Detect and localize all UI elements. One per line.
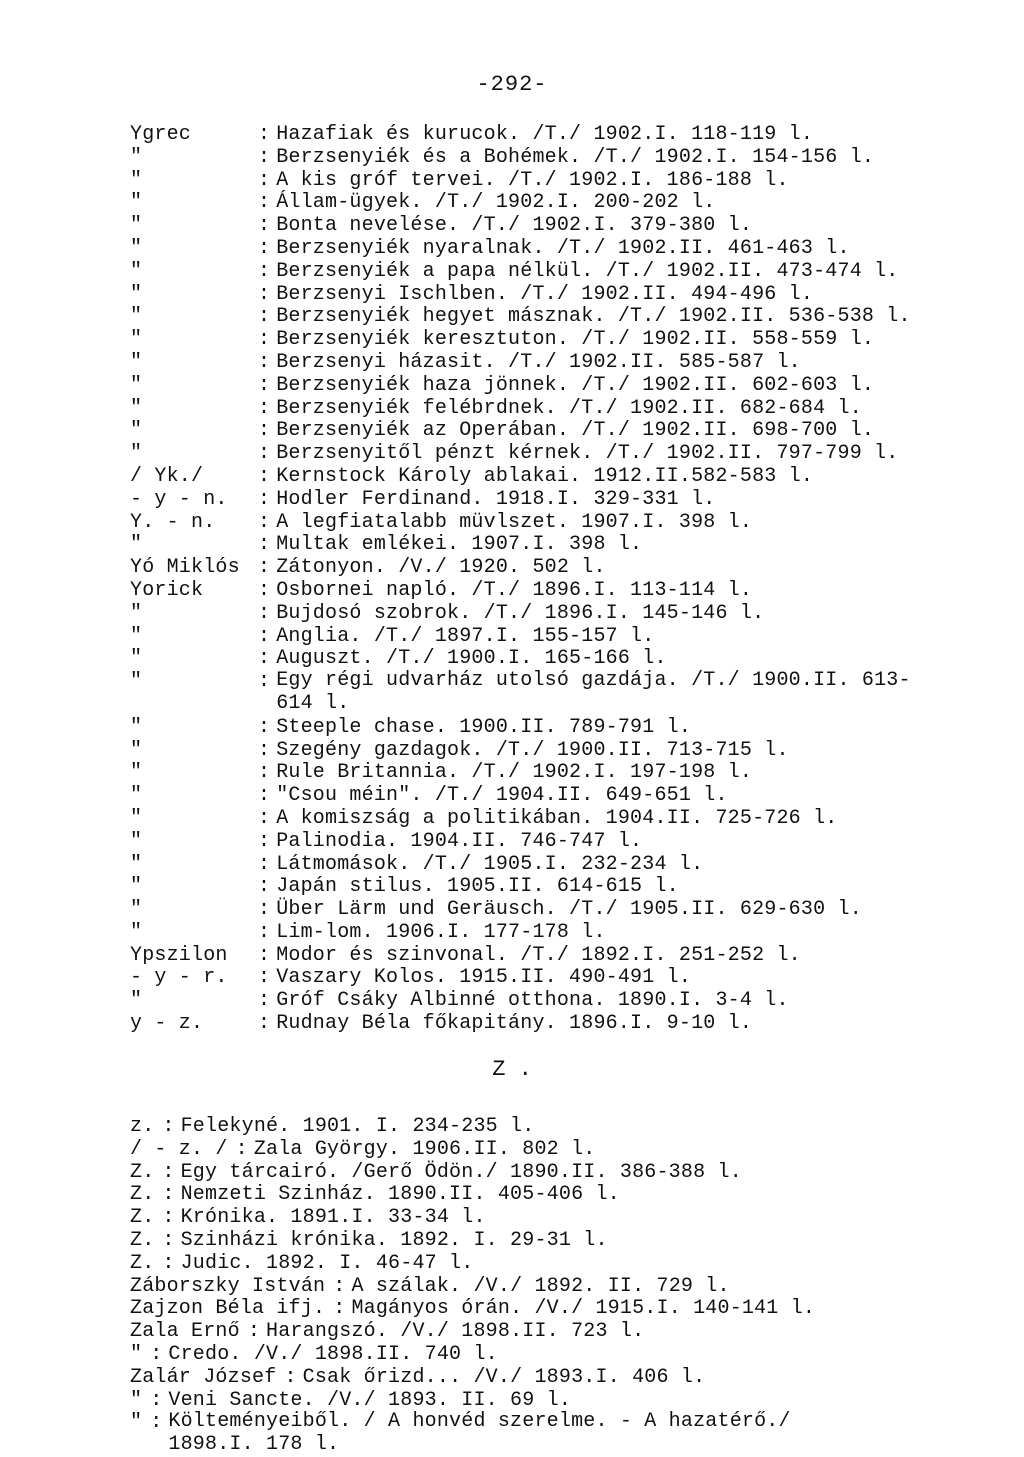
- entry-author: ": [130, 168, 143, 192]
- entry-separator: :: [258, 715, 271, 739]
- entry-separator: :: [333, 1297, 346, 1321]
- entry-separator: :: [258, 419, 271, 443]
- z-entry: [130, 1320, 930, 1343]
- entry-separator: :: [258, 464, 271, 488]
- entry-author: ": [130, 1342, 143, 1366]
- z-entry: [130, 1389, 930, 1412]
- y-entry: [130, 966, 930, 989]
- entry-author: ": [130, 1388, 143, 1412]
- entry-separator: :: [258, 761, 271, 785]
- entry-author: Z.: [130, 1183, 155, 1207]
- entry-separator: :: [258, 214, 271, 238]
- entry-author: ": [130, 191, 143, 215]
- entry-text: Felekyné. 1901. I. 234-235 l.: [180, 1115, 535, 1138]
- entry-author: Y. - n.: [130, 510, 216, 534]
- entry-text: Kernstock Károly ablakai. 1912.II.582-583 l.: [276, 464, 814, 488]
- y-entry: [130, 351, 930, 374]
- entry-author: / - z. /: [130, 1137, 228, 1161]
- entry-text: Veni Sancte. /V./ 1893. II. 69 l.: [168, 1388, 572, 1412]
- entry-separator: :: [258, 806, 271, 830]
- entry-author: Ypszilon: [130, 943, 228, 967]
- entry-author: ": [130, 305, 143, 329]
- z-entry: [130, 1275, 930, 1298]
- y-entry: [130, 419, 930, 442]
- entry-separator: :: [258, 282, 271, 306]
- z-entry: [130, 1252, 930, 1275]
- entry-text: Költeményeiből. / A honvéd szerelme. - A hazatérő./ 1898.I. 178 l.: [168, 1410, 791, 1457]
- entry-author: Z.: [130, 1206, 155, 1230]
- y-entry: [130, 556, 930, 579]
- entry-text: Berzsenyiék és a Bohémek. /T./ 1902.I. 154-156 l.: [276, 145, 875, 169]
- entry-separator: :: [258, 829, 271, 853]
- entry-separator: :: [258, 578, 271, 602]
- entry-separator: :: [258, 1012, 271, 1036]
- entry-separator: :: [258, 852, 271, 876]
- entry-author: ": [130, 647, 143, 671]
- entry-separator: :: [258, 670, 271, 694]
- entry-separator: :: [258, 533, 271, 557]
- entry-separator: :: [258, 784, 271, 808]
- entry-author: ": [130, 875, 143, 899]
- entry-text: Anglia. /T./ 1897.I. 155-157 l.: [276, 624, 655, 648]
- entry-author: Yorick: [130, 578, 204, 602]
- entry-separator: :: [284, 1365, 297, 1389]
- entry-text: Über Lärm und Geräusch. /T./ 1905.II. 629-630 l.: [276, 898, 862, 922]
- entry-author: ": [130, 419, 143, 443]
- entry-separator: :: [333, 1274, 346, 1298]
- entry-separator: :: [258, 350, 271, 374]
- entry-separator: :: [258, 601, 271, 625]
- entry-separator: :: [258, 738, 271, 762]
- y-entry: [130, 305, 930, 328]
- entry-separator: :: [162, 1160, 175, 1184]
- entry-text: Egy tárcairó. /Gerő Ödön./ 1890.II. 386-388 l.: [180, 1160, 742, 1184]
- y-entry: [130, 670, 930, 716]
- entry-author: ": [130, 328, 143, 352]
- entry-separator: :: [258, 487, 271, 511]
- entry-separator: :: [258, 510, 271, 534]
- entry-text: Zátonyon. /V./ 1920. 502 l.: [276, 556, 606, 580]
- entry-text: Rule Britannia. /T./ 1902.I. 197-198 l.: [276, 761, 753, 785]
- y-entry: [130, 465, 930, 488]
- entry-separator: :: [258, 305, 271, 329]
- entry-text: Berzsenyiék hegyet másznak. /T./ 1902.II. 536-538 l.: [276, 305, 911, 329]
- entry-author: ": [130, 601, 143, 625]
- entry-author: ": [130, 898, 143, 922]
- entry-text: Berzsenyitől pénzt kérnek. /T./ 1902.II. 797-799 l.: [276, 442, 899, 466]
- entry-author: ": [130, 145, 143, 169]
- entry-separator: :: [162, 1115, 175, 1138]
- entry-text: Berzsenyiék az Operában. /T./ 1902.II. 698-700 l.: [276, 419, 875, 443]
- entry-separator: :: [258, 396, 271, 420]
- entry-author: Zala Ernő: [130, 1320, 240, 1344]
- entry-author: ": [130, 784, 143, 808]
- entry-text: Berzsenyi Ischlben. /T./ 1902.II. 494-496 l.: [276, 282, 814, 306]
- entry-author: ": [130, 852, 143, 876]
- entry-text: Gróf Csáky Albinné otthona. 1890.I. 3-4 l.: [276, 989, 789, 1013]
- entry-separator: :: [258, 191, 271, 215]
- entry-text: Berzsenyiék felébrdnek. /T./ 1902.II. 682-684 l.: [276, 396, 862, 420]
- y-entry: [130, 647, 930, 670]
- entry-separator: :: [258, 259, 271, 283]
- y-entry: [130, 579, 930, 602]
- entry-separator: :: [258, 328, 271, 352]
- entry-separator: :: [258, 442, 271, 466]
- z-entry: [130, 1297, 930, 1320]
- entry-author: Z.: [130, 1251, 155, 1275]
- y-entry: [130, 602, 930, 625]
- entry-author: / Yk./: [130, 464, 204, 488]
- entry-separator: :: [258, 373, 271, 397]
- entry-separator: :: [258, 556, 271, 580]
- entry-text: A komiszság a politikában. 1904.II. 725-726 l.: [276, 806, 838, 830]
- entry-author: Z.: [130, 1228, 155, 1252]
- entry-separator: :: [162, 1206, 175, 1230]
- entry-text: Rudnay Béla főkapitány. 1896.I. 9-10 l.: [276, 1012, 753, 1036]
- entry-text: Látmomások. /T./ 1905.I. 232-234 l.: [276, 852, 704, 876]
- entry-text: Berzsenyiék keresztuton. /T./ 1902.II. 558-559 l.: [276, 328, 875, 352]
- z-entry: [130, 1411, 930, 1457]
- entry-author: z.: [130, 1115, 155, 1138]
- z-entry: [130, 1343, 930, 1366]
- y-entry: [130, 283, 930, 306]
- entry-author: ": [130, 715, 143, 739]
- entry-author: - y - r.: [130, 966, 228, 990]
- entry-separator: :: [150, 1388, 163, 1412]
- entry-text: Állam-ügyek. /T./ 1902.I. 200-202 l.: [276, 191, 716, 215]
- entry-separator: :: [258, 168, 271, 192]
- y-entry: [130, 237, 930, 260]
- entry-author: ": [130, 829, 143, 853]
- entry-author: Yó Miklós: [130, 556, 240, 580]
- entry-text: A legfiatalabb müvlszet. 1907.I. 398 l.: [276, 510, 753, 534]
- entry-text: Harangszó. /V./ 1898.II. 723 l.: [266, 1320, 645, 1344]
- entry-text: Zala György. 1906.II. 802 l.: [253, 1137, 596, 1161]
- entry-text: Palinodia. 1904.II. 746-747 l.: [276, 829, 643, 853]
- entry-separator: :: [235, 1137, 248, 1161]
- entry-text: Egy régi udvarház utolsó gazdája. /T./ 1900.II. 613-614 l.: [276, 669, 911, 715]
- y-entry: [130, 898, 930, 921]
- y-entry: [130, 533, 930, 556]
- entry-text: Multak emlékei. 1907.I. 398 l.: [276, 533, 643, 557]
- y-entry: [130, 260, 930, 283]
- y-entry: [130, 830, 930, 853]
- entry-separator: :: [150, 1342, 163, 1366]
- y-entry: [130, 739, 930, 762]
- entry-author: ": [130, 373, 143, 397]
- y-entry: [130, 191, 930, 214]
- entry-author: ": [130, 259, 143, 283]
- y-entry: [130, 1012, 930, 1035]
- y-entry: [130, 328, 930, 351]
- y-entry: [130, 374, 930, 397]
- entry-author: Zalár József: [130, 1365, 277, 1389]
- entry-separator: :: [258, 875, 271, 899]
- entry-author: ": [130, 989, 143, 1013]
- y-entry: [130, 784, 930, 807]
- y-entry: [130, 442, 930, 465]
- entry-text: Bujdosó szobrok. /T./ 1896.I. 145-146 l.: [276, 601, 765, 625]
- entry-author: ": [130, 624, 143, 648]
- entry-text: Csak őrizd... /V./ 1893.I. 406 l.: [302, 1365, 706, 1389]
- entry-separator: :: [258, 145, 271, 169]
- entry-author: ": [130, 236, 143, 260]
- z-entry: [130, 1206, 930, 1229]
- entry-author: y - z.: [130, 1012, 204, 1036]
- y-entry: [130, 853, 930, 876]
- entry-text: Nemzeti Szinház. 1890.II. 405-406 l.: [180, 1183, 620, 1207]
- entry-separator: :: [258, 624, 271, 648]
- y-entry: [130, 807, 930, 830]
- entry-separator: :: [150, 1411, 163, 1435]
- entry-author: Zajzon Béla ifj.: [130, 1297, 326, 1321]
- page-number: -292-: [476, 72, 548, 97]
- entry-text: Steeple chase. 1900.II. 789-791 l.: [276, 715, 692, 739]
- y-entry: [130, 511, 930, 534]
- z-entry: [130, 1366, 930, 1389]
- entry-author: ": [130, 1411, 143, 1435]
- entry-text: Szinházi krónika. 1892. I. 29-31 l.: [180, 1228, 608, 1252]
- entry-author: ": [130, 670, 143, 694]
- entry-separator: :: [258, 898, 271, 922]
- entry-separator: :: [258, 920, 271, 944]
- entry-separator: :: [258, 647, 271, 671]
- entry-author: Ygrec: [130, 123, 192, 146]
- entry-separator: :: [162, 1228, 175, 1252]
- entry-author: ": [130, 920, 143, 944]
- entry-separator: :: [247, 1320, 261, 1344]
- entry-text: Szegény gazdagok. /T./ 1900.II. 713-715 l.: [276, 738, 789, 762]
- entry-text: A szálak. /V./ 1892. II. 729 l.: [351, 1274, 730, 1298]
- entry-separator: :: [258, 943, 271, 967]
- y-entry: [130, 146, 930, 169]
- entry-separator: :: [162, 1251, 175, 1275]
- entry-author: ": [130, 214, 143, 238]
- entry-text: Osbornei napló. /T./ 1896.I. 113-114 l.: [276, 578, 753, 602]
- entries-z-section: [130, 1115, 930, 1457]
- y-entry: [130, 169, 930, 192]
- z-entry: [130, 1138, 930, 1161]
- y-entry: [130, 625, 930, 648]
- z-entry: [130, 1229, 930, 1252]
- entry-text: Hazafiak és kurucok. /T./ 1902.I. 118-119 l.: [276, 123, 814, 146]
- entries-y-section: [130, 123, 930, 1035]
- entry-text: Hodler Ferdinand. 1918.I. 329-331 l.: [276, 487, 716, 511]
- entry-author: ": [130, 533, 143, 557]
- entry-author: Záborszky István: [130, 1274, 326, 1298]
- entry-separator: :: [258, 236, 271, 260]
- entry-text: Bonta nevelése. /T./ 1902.I. 379-380 l.: [276, 214, 753, 238]
- entry-text: Berzsenyi házasit. /T./ 1902.II. 585-587 l.: [276, 350, 801, 374]
- y-entry: [130, 488, 930, 511]
- entry-author: Z.: [130, 1160, 155, 1184]
- entry-text: Credo. /V./ 1898.II. 740 l.: [168, 1342, 498, 1366]
- entry-text: A kis gróf tervei. /T./ 1902.I. 186-188 l.: [276, 168, 789, 192]
- entry-text: Berzsenyiék nyaralnak. /T./ 1902.II. 461-463 l.: [276, 236, 850, 260]
- entry-author: ": [130, 738, 143, 762]
- entry-text: Lim-lom. 1906.I. 177-178 l.: [276, 920, 606, 944]
- entry-text: Magányos órán. /V./ 1915.I. 140-141 l.: [351, 1297, 816, 1321]
- entry-separator: :: [162, 1183, 175, 1207]
- y-entry: [130, 944, 930, 967]
- entry-author: ": [130, 396, 143, 420]
- y-entry: [130, 214, 930, 237]
- entry-text: Vaszary Kolos. 1915.II. 490-491 l.: [276, 966, 692, 990]
- entry-text: Krónika. 1891.I. 33-34 l.: [180, 1206, 486, 1230]
- y-entry: [130, 875, 930, 898]
- entry-author: ": [130, 442, 143, 466]
- section-letter-heading: Z .: [492, 1057, 532, 1082]
- y-entry: [130, 761, 930, 784]
- entry-author: - y - n.: [130, 487, 228, 511]
- y-entry: [130, 989, 930, 1012]
- z-entry: [130, 1161, 930, 1184]
- entry-author: ": [130, 350, 143, 374]
- y-entry: [130, 123, 930, 146]
- entry-text: Auguszt. /T./ 1900.I. 165-166 l.: [276, 647, 667, 671]
- entry-text: Judic. 1892. I. 46-47 l.: [180, 1251, 474, 1275]
- entry-separator: :: [258, 123, 271, 146]
- entry-separator: :: [258, 966, 271, 990]
- entry-text: Modor és szinvonal. /T./ 1892.I. 251-252 l.: [276, 943, 801, 967]
- z-entry: [130, 1115, 930, 1138]
- entry-text: Japán stilus. 1905.II. 614-615 l.: [276, 875, 679, 899]
- y-entry: [130, 716, 930, 739]
- entry-text: "Csou méin". /T./ 1904.II. 649-651 l.: [276, 784, 728, 808]
- entry-author: ": [130, 282, 143, 306]
- entry-text: Berzsenyiék a papa nélkül. /T./ 1902.II. 473-474 l.: [276, 259, 899, 283]
- y-entry: [130, 397, 930, 420]
- entry-author: ": [130, 761, 143, 785]
- entry-author: ": [130, 806, 143, 830]
- y-entry: [130, 921, 930, 944]
- entry-separator: :: [258, 989, 271, 1013]
- z-entry: [130, 1183, 930, 1206]
- entry-text: Berzsenyiék haza jönnek. /T./ 1902.II. 602-603 l.: [276, 373, 875, 397]
